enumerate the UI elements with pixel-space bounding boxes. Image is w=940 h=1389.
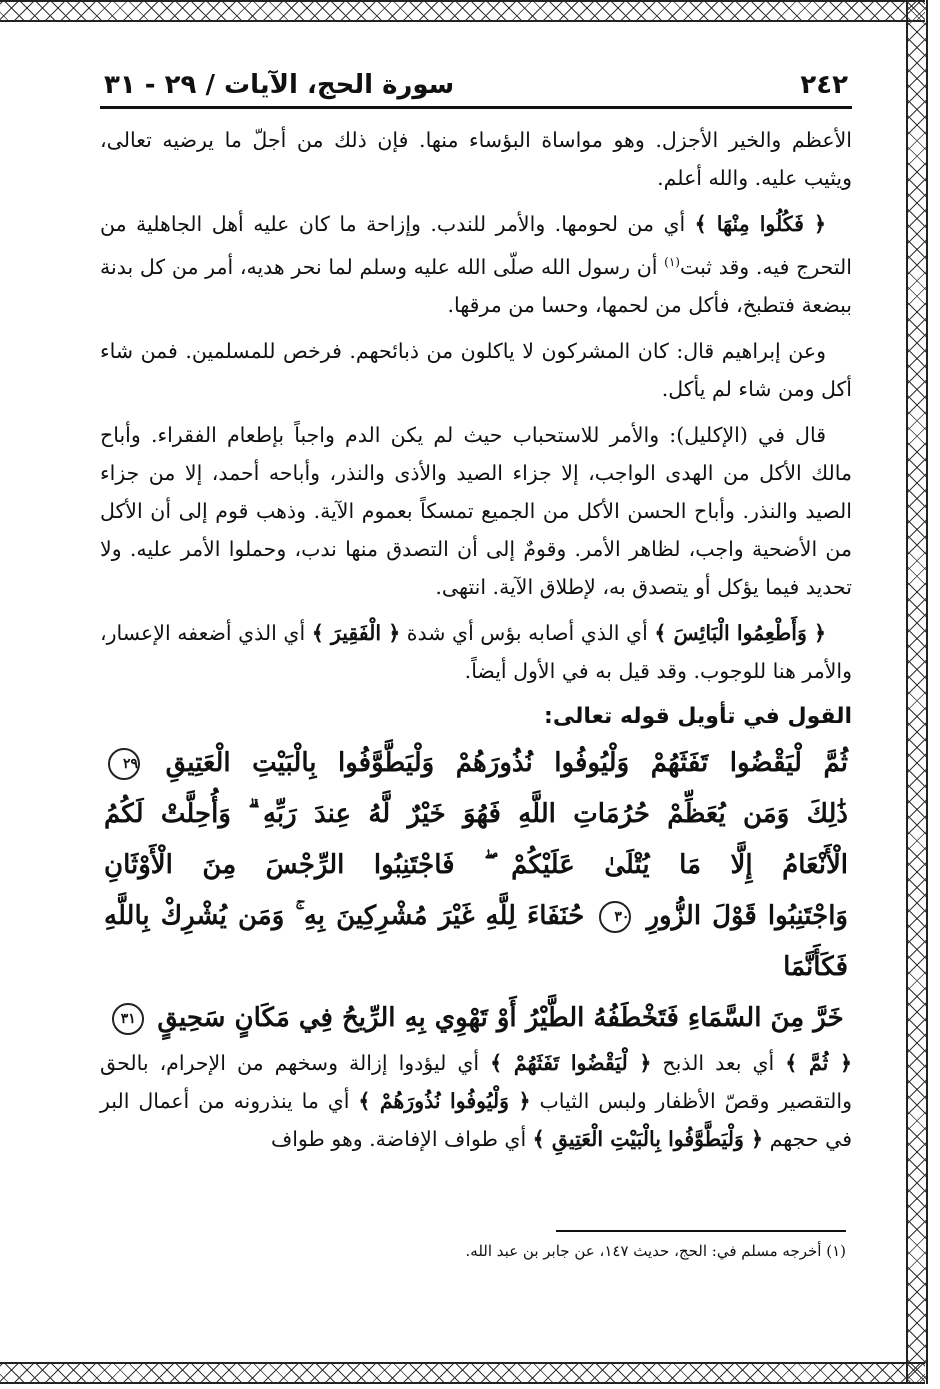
verse-text: ثُمَّ لْيَقْضُوا تَفَثَهُمْ وَلْيُوفُوا نُذُورَهُمْ وَلْيَطَّوَّفُوا بِالْبَيْتِ الْعَتِيقِ [165, 747, 848, 778]
section-heading: القول في تأويل قوله تعالى: [544, 703, 852, 729]
page-header [100, 70, 852, 109]
page-body [100, 121, 852, 1158]
verse-text: وَاجْتَنِبُوا قَوْلَ الزُّورِ [646, 900, 848, 931]
tafsir-text: أي ما ينذرونه من أعمال البر في حجهم [100, 1088, 852, 1151]
tafsir-text: أي ليؤدوا إزالة وسخهم من الإحرام، بالحق والتقصير وقصّ الأظفار ولبس الثياب [100, 1050, 852, 1113]
footnote-divider [556, 1230, 846, 1232]
book-page [100, 70, 852, 1320]
paragraph-5 [100, 614, 852, 690]
tafsir-text: أي بعد الذبح [651, 1050, 786, 1075]
verse-text: خَرَّ مِنَ السَّمَاءِ فَتَخْطَفُهُ الطَّيْرُ أَوْ تَهْوِي بِهِ الرِّيحُ فِي مَكَانٍ سَحِيقٍ [157, 1002, 844, 1033]
paragraph-3: وعن إبراهيم قال: كان المشركون لا ياكلون من ذبائحهم. فرخص للمسلمين. فمن شاء أكل ومن شاء لم يأكل. [100, 338, 852, 401]
paragraph-2-text-b: أن رسول الله صلّى الله عليه وسلم لما نحر هديه، أمر من كل بدنة ببضعة فتطبخ، فأكل من لحمها، وحسا من مرقها. [100, 254, 852, 317]
paragraph-5-text-a: أي الذي أصابه بؤس أي شدة [400, 620, 655, 645]
verse-line-3: الْأَنْعَامُ إِلَّا مَا يُتْلَىٰ عَلَيْكُمْ ۖ فَاجْتَنِبُوا الرِّجْسَ مِنَ الْأَوْثَانِ [104, 849, 848, 880]
paragraph-4: قال في (الإكليل): والأمر للاستحباب حيث لم يكن الدم واجباً بإطعام الفقراء. وأباح مالك الأكل من الهدى الواجب، إلا جزاء الصيد والأذى والنذر، وأباحه أحمد، إلا من جزاء الصيد والنذر. وأباح الحسن الأكل من الجميع تمسكاً بعموم الآية. وذهب قوم إلى أن الأكل من الأضحية واجب، لظاهر الأمر. وقومٌ إلى أن التصدق منها ندب، وحملوا الأمر عليه. ولا تحديد فيما يؤكل أو يتصدق به، لإطلاق الآية. انتهى. [100, 422, 852, 599]
quran-verses [100, 738, 852, 1044]
quran-quote: ﴿ وَأَطْعِمُوا الْبَائِسَ ﴾ [654, 620, 827, 645]
quran-quote: ﴿ لْيَقْضُوا تَفَثَهُمْ ﴾ [490, 1050, 652, 1075]
quran-quote: ﴿ الْفَقِيرَ ﴾ [311, 620, 401, 645]
verse-number-31: ٣١ [112, 1003, 144, 1035]
top-ornamental-border [0, 0, 925, 22]
verse-line-2: ذَٰلِكَ وَمَن يُعَظِّمْ حُرُمَاتِ اللَّهِ فَهُوَ خَيْرٌ لَّهُ عِندَ رَبِّهِ ۗ وَأُحِلَّتْ لَكُمُ [104, 798, 848, 829]
quran-quote: ﴿ فَكُلُوا مِنْهَا ﴾ [694, 212, 826, 236]
paragraph-5-text-b: أي الذي أضعفه الإعسار، والأمر هنا للوجوب. وقد قيل به في الأول أيضاً. [100, 620, 852, 683]
chapter-title: سورة الحج، الآيات / ٢٩ - ٣١ [104, 70, 455, 100]
verse-line-4 [104, 891, 848, 993]
verse-line-1 [104, 738, 848, 789]
quran-quote: ﴿ وَلْيَطَّوَّفُوا بِالْبَيْتِ الْعَتِيقِ ﴾ [532, 1126, 764, 1151]
page-number: ٢٤٢ [800, 70, 848, 100]
paragraph-2-text-a: أي من لحومها. والأمر للندب. وإزاحة ما كان عليه أهل الجاهلية من التحرج فيه. وقد ثبت [100, 212, 852, 279]
right-ornamental-border [906, 0, 928, 1384]
paragraph-2 [100, 205, 852, 324]
bottom-ornamental-border [0, 1362, 925, 1384]
verse-number-30: ٣٠ [599, 901, 631, 933]
footnote-ref[interactable]: (١) [664, 255, 680, 269]
verse-number-29: ٢٩ [108, 748, 140, 780]
verse-line-5 [104, 993, 848, 1044]
tafsir-text: أي طواف الإفاضة. وهو طواف [270, 1126, 533, 1151]
footnote: (١) أخرجه مسلم في: الحج، حديث ١٤٧، عن جابر بن عبد الله. [465, 1242, 846, 1260]
quran-quote: ﴿ ثُمَّ ﴾ [785, 1050, 852, 1075]
tafsir-paragraph [100, 1044, 852, 1158]
quran-quote: ﴿ وَلْيُوفُوا نُذُورَهُمْ ﴾ [358, 1088, 531, 1113]
paragraph-1: الأعظم والخير الأجزل. وهو مواساة البؤساء منها. فإن ذلك من أجلّ ما يرضيه تعالى، ويثيب عليه. والله أعلم. [100, 128, 852, 190]
verse-text: حُنَفَاءَ لِلَّهِ غَيْرَ مُشْرِكِينَ بِهِ ۚ وَمَن يُشْرِكْ بِاللَّهِ فَكَأَنَّمَا [104, 900, 848, 982]
